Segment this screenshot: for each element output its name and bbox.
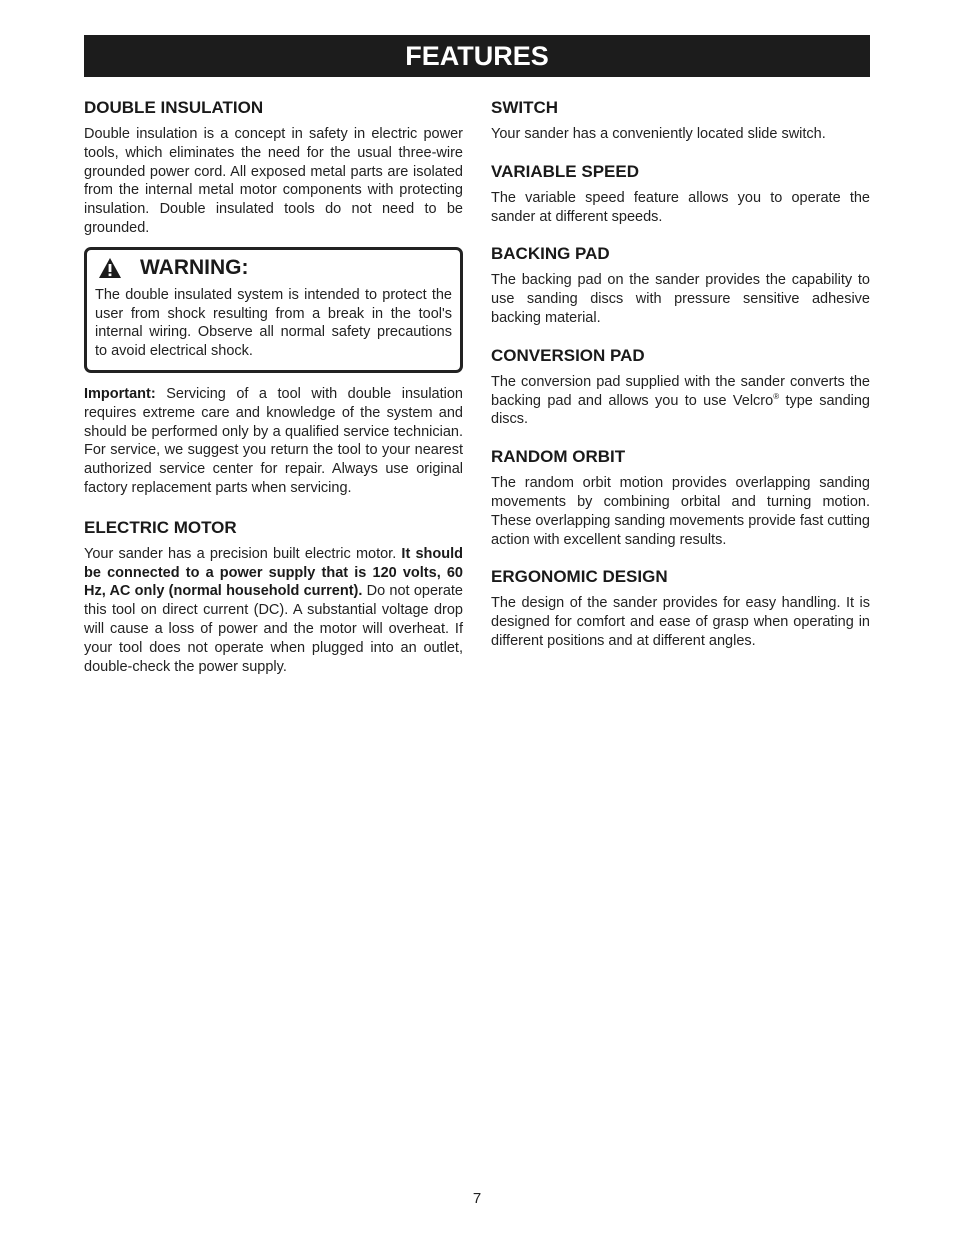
random-orbit-body: The random orbit motion provides overlapping sanding movements by combining orbital and turning motion. These overlapping sanding movements provide fast cutting action with excellent sanding results.: [491, 475, 870, 548]
page-title: FEATURES: [405, 40, 549, 71]
electric-motor-body: [84, 545, 463, 677]
switch-body: Your sander has a conveniently located slide switch.: [491, 126, 826, 142]
switch-heading: SWITCH: [491, 98, 559, 117]
warning-header: [95, 256, 452, 280]
page-number: 7: [472, 1190, 482, 1207]
conversion-pad-heading: CONVERSION PAD: [491, 345, 645, 365]
important-note: [84, 385, 463, 498]
title-bar: [84, 35, 870, 77]
conversion-pad-body-start: The conversion pad supplied with the sander converts the backing pad and allows you to use Velcro: [491, 373, 870, 409]
warning-title: WARNING:: [140, 255, 249, 279]
ergonomic-design-body: The design of the sander provides for easy handling. It is designed for comfort and ease of grasp when operating in different positions and at different angles.: [491, 595, 870, 649]
double-insulation-heading: DOUBLE INSULATION: [84, 98, 264, 117]
variable-speed-section: [491, 162, 870, 227]
switch-section: [491, 98, 870, 144]
ergonomic-design-heading: ERGONOMIC DESIGN: [491, 567, 668, 587]
conversion-pad-body: [491, 373, 870, 429]
electric-motor-section: [84, 518, 463, 677]
important-label: Important:: [84, 385, 156, 402]
conversion-pad-body-end: type sanding discs.: [491, 392, 870, 428]
left-column: [84, 98, 463, 676]
variable-speed-heading: VARIABLE SPEED: [491, 161, 639, 181]
double-insulation-body: Double insulation is a concept in safety in electric power tools, which eliminates the need for the usual three-wire grounded power cord. All exposed metal parts are isolated from the internal metal motor components with protecting insulation. Double insulated tools do not need to be grounded.: [84, 126, 463, 236]
important-body: Servicing of a tool with double insulation requires extreme care and knowledge of the system and should be performed only by a qualified service technician. For service, we suggest you return the tool to your nearest authorized service center for repair. Always use original factory replacement parts when servicing.: [84, 385, 463, 496]
random-orbit-heading: RANDOM ORBIT: [491, 447, 626, 467]
conversion-pad-section: [491, 346, 870, 429]
electric-motor-body-start: Your sander has a precision built electric motor.: [84, 545, 402, 562]
backing-pad-heading: BACKING PAD: [491, 244, 610, 264]
backing-pad-body: The backing pad on the sander provides the capability to use sanding discs with pressure sensitive adhesive backing material.: [491, 272, 870, 326]
electric-motor-body-end: Do not operate this tool on direct current (DC). A substantial voltage drop will cause a loss of power and the motor will overheat. If your tool does not operate when plugged into an outlet, double-check the power supply.: [84, 583, 463, 675]
ergonomic-design-section: [491, 567, 870, 650]
warning-body: The double insulated system is intended to protect the user from shock resulting from a break in the tool's internal wiring. Observe all normal safety precautions to avoid electrical shock.: [95, 286, 452, 360]
double-insulation-section: [84, 98, 463, 238]
warning-box: [84, 247, 463, 373]
backing-pad-section: [491, 244, 870, 327]
variable-speed-body: The variable speed feature allows you to operate the sander at different speeds.: [491, 189, 870, 225]
right-column: [491, 98, 870, 651]
registered-trademark: ®: [773, 391, 780, 401]
electric-motor-body-bold: It should be connected to a power supply that is 120 volts, 60 Hz, AC only (normal household current).: [84, 545, 463, 600]
random-orbit-section: [491, 447, 870, 549]
warning-triangle-icon: [98, 257, 122, 279]
electric-motor-heading: ELECTRIC MOTOR: [84, 517, 237, 537]
